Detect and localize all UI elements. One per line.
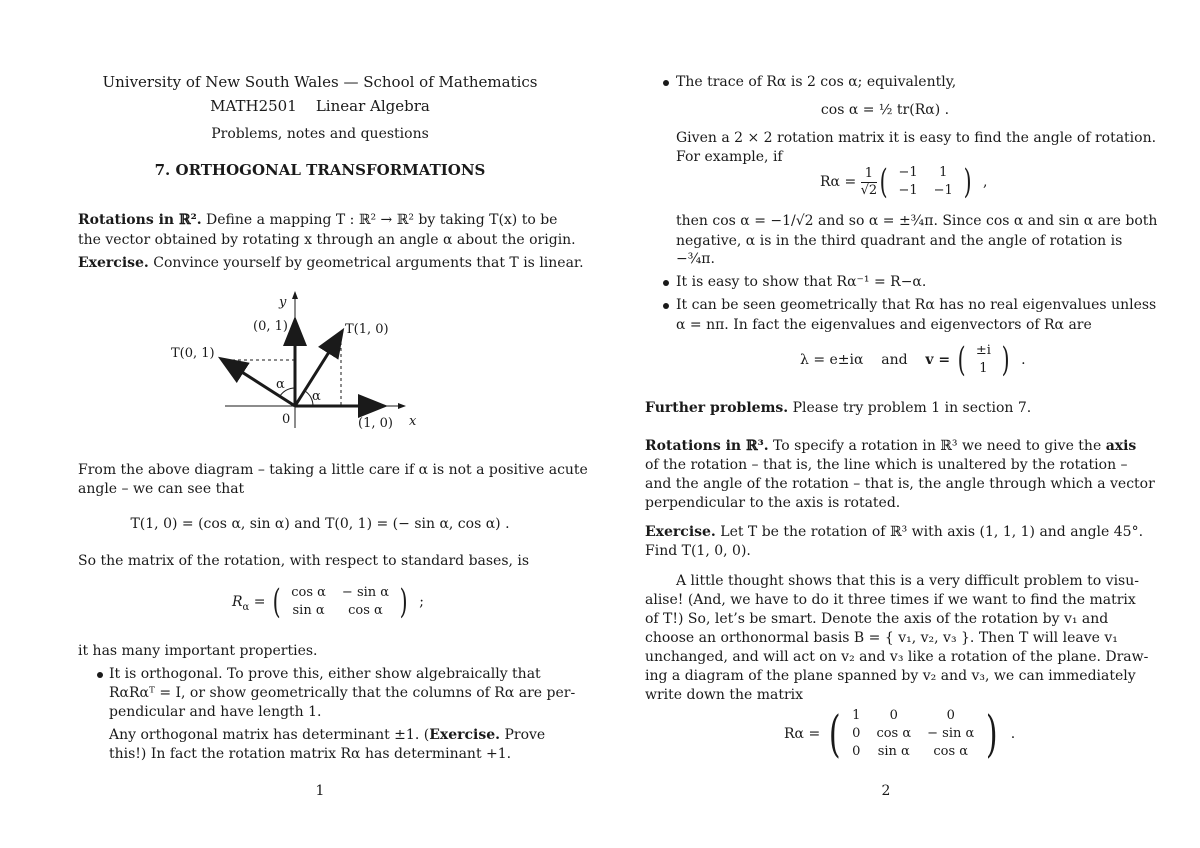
R-subscript: α	[242, 601, 250, 613]
matrix-cell: cos α	[291, 585, 326, 600]
then-line2: negative, α is in the third quadrant and the angle of rotation is	[676, 233, 1123, 249]
matrix-cell: 0	[852, 744, 861, 759]
R3-matrix	[844, 707, 982, 761]
bullet-dot	[97, 672, 103, 678]
matrix-cell: −1	[933, 183, 953, 198]
rot3-line3: and the angle of the rotation – that is, the angle through which a vector	[645, 476, 1155, 492]
origin-label: 0	[282, 412, 291, 427]
any-orthogonal-line1	[109, 726, 545, 745]
course-code: MATH2501	[210, 97, 297, 115]
little-line5: unchanged, and will act on v₂ and v₃ like a rotation of the plane. Draw-	[645, 649, 1149, 665]
matrix-cell: −1	[898, 183, 918, 198]
given-line2: For example, if	[676, 149, 783, 165]
rot3-axis-word: axis	[1105, 438, 1137, 454]
eigenvector	[968, 342, 999, 378]
ex-end: ,	[982, 174, 988, 190]
given-line1: Given a 2 × 2 rotation matrix it is easy to find the angle of rotation.	[676, 130, 1157, 146]
rot3-line2: of the rotation – that is, the line which is unaltered by the rotation –	[645, 457, 1128, 473]
from-text1: From the above diagram – taking a little care if α is not a positive acute	[78, 462, 588, 478]
further-text: Please try problem 1 in section 7.	[792, 400, 1032, 416]
little-line1: A little thought shows that this is a very difficult problem to visu-	[676, 573, 1139, 589]
bullet1-line3: pendicular and have length 1.	[109, 704, 322, 720]
rot3-line1	[645, 437, 1136, 456]
then-line3: −¾π.	[676, 251, 715, 267]
page-number-1: 1	[315, 783, 325, 799]
exercise2-label: Exercise.	[645, 524, 716, 540]
rot2-paragraph-line1	[78, 211, 557, 230]
many-props: it has many important properties.	[78, 643, 318, 659]
bullet-dot	[663, 280, 669, 286]
vector-cell: ±i	[975, 343, 991, 358]
any-exercise-label: Exercise.	[429, 727, 500, 743]
little-line4: choose an orthonormal basis B = { v₁, v₂, v₃ }. Then T will leave v₁	[645, 630, 1118, 646]
section-title: 7. ORTHOGONAL TRANSFORMATIONS	[154, 161, 486, 179]
example-matrix-eq: Rα = $\frac{1}{√2}$ ( −1 1 −1 −1 ) ,	[820, 162, 988, 202]
y-axis-label: y	[279, 295, 287, 310]
eigen-eq: λ = e±iα and v = ( ±i 1 ) .	[800, 340, 1026, 380]
bullet1-line1: It is orthogonal. To prove this, either show algebraically that	[109, 666, 541, 682]
header-subtitle: Problems, notes and questions	[211, 126, 429, 142]
bullet-dot	[663, 303, 669, 309]
R3-prefix: Rα =	[784, 726, 821, 742]
little-line2: alise! (And, we have to do it three times if we want to find the matrix	[645, 592, 1136, 608]
matrix-cell: 0	[852, 726, 861, 741]
alpha-label-1: α	[312, 389, 321, 404]
rotation-matrix	[283, 584, 397, 620]
trace-eq: cos α = ½ tr(Rα) .	[820, 102, 950, 118]
x-axis-label: x	[409, 414, 417, 429]
exercise2-text: Let T be the rotation of ℝ³ with axis (1, 1, 1) and angle 45°.	[720, 524, 1144, 540]
matrix-cell: 0	[889, 708, 898, 723]
ex-R-prefix: Rα =	[820, 174, 857, 190]
bullet1-line2: RαRαᵀ = I, or show geometrically that the columns of Rα are per-	[109, 685, 576, 701]
eigenvector-label: v =	[925, 352, 951, 368]
R-symbol: R	[232, 594, 243, 610]
rot2-text1: Define a mapping T : ℝ² → ℝ² by taking T(x) to be	[206, 212, 558, 228]
Te1-label: T(1, 0)	[345, 322, 389, 337]
rot2-text2: the vector obtained by rotating x through an angle α about the origin.	[78, 232, 576, 248]
header-course	[78, 97, 562, 115]
easy-line: It is easy to show that Rα⁻¹ = R−α.	[676, 274, 927, 290]
eq-T: T(1, 0) = (cos α, sin α) and T(0, 1) = (− sin α, cos α) .	[130, 516, 510, 532]
matrix-cell: sin α	[877, 744, 910, 759]
trace-line1: The trace of Rα is 2 cos α; equivalently,	[676, 74, 957, 90]
any-text-a: Any orthogonal matrix has determinant ±1. (	[109, 727, 430, 743]
matrix-end: ;	[419, 594, 424, 610]
R3-end: .	[1010, 726, 1016, 742]
little-line3: of T!) So, let’s be smart. Denote the axis of the rotation by v₁ and	[645, 611, 1109, 627]
eigenvalue: λ = e±iα	[800, 352, 864, 368]
matrix-cell: 1	[852, 708, 861, 723]
eigen-and: and	[881, 352, 908, 368]
geo-line1: It can be seen geometrically that Rα has no real eigenvalues unless	[676, 297, 1157, 313]
little-line7: write down the matrix	[645, 687, 804, 703]
rot3-line4: perpendicular to the axis is rotated.	[645, 495, 901, 511]
matrix-cell: − sin α	[341, 585, 390, 600]
rotation-diagram	[160, 288, 440, 438]
matrix-cell: 1	[939, 165, 948, 180]
fraction-denominator: √2	[860, 182, 878, 198]
matrix-cell: cos α	[876, 726, 912, 741]
example-matrix	[890, 164, 960, 200]
rot2-heading: Rotations in ℝ².	[78, 212, 202, 228]
further-problems	[645, 399, 1031, 418]
exercise1	[78, 254, 584, 273]
vector-cell: 1	[979, 361, 988, 376]
then-line1: then cos α = −1/√2 and so α = ±¾π. Since cos α and sin α are both	[676, 213, 1158, 229]
further-label: Further problems.	[645, 400, 789, 416]
header-university: University of New South Wales — School of Mathematics	[102, 73, 538, 91]
R3-matrix-eq: Rα = ( 1 0 0 0 cos α − sin α 0 sin α cos α ) .	[784, 705, 1016, 763]
matrix-cell: cos α	[933, 744, 969, 759]
any-orthogonal-line2: this!) In fact the rotation matrix Rα has determinant +1.	[109, 746, 512, 762]
so-text: So the matrix of the rotation, with respect to standard bases, is	[78, 553, 530, 569]
e2-label: (0, 1)	[253, 319, 288, 334]
exercise2-line1	[645, 523, 1143, 542]
matrix-cell: −1	[898, 165, 918, 180]
alpha-label-2: α	[276, 377, 285, 392]
matrix-cell: − sin α	[927, 726, 975, 741]
exercise1-text: Convince yourself by geometrical arguments that T is linear.	[153, 255, 584, 271]
e1-label: (1, 0)	[358, 416, 393, 431]
rot3-heading: Rotations in ℝ³.	[645, 438, 769, 454]
eigen-end: .	[1021, 352, 1026, 368]
little-line6: ing a diagram of the plane spanned by v₂ and v₃, we can immediately	[645, 668, 1136, 684]
matrix-cell: 0	[946, 708, 955, 723]
matrix-cell: sin α	[292, 603, 325, 618]
page-number-2: 2	[881, 783, 891, 799]
fraction-numerator: 1	[861, 166, 878, 183]
course-title: Linear Algebra	[315, 97, 430, 115]
from-text2: angle – we can see that	[78, 481, 245, 497]
exercise1-label: Exercise.	[78, 255, 149, 271]
any-text-c: Prove	[500, 727, 546, 743]
rotation-matrix-eq: $R_\alpha$ = ( cos α − sin α sin α cos α ) ;	[232, 582, 424, 622]
exercise2-line2: Find T(1, 0, 0).	[645, 543, 751, 559]
matrix-cell: cos α	[348, 603, 383, 618]
geo-line2: α = nπ. In fact the eigenvalues and eigenvectors of Rα are	[676, 317, 1092, 333]
Te2-label: T(0, 1)	[171, 346, 215, 361]
bullet-dot	[663, 80, 669, 86]
fraction	[861, 166, 878, 199]
rot3-text1: To specify a rotation in ℝ³ we need to give the	[773, 438, 1102, 454]
